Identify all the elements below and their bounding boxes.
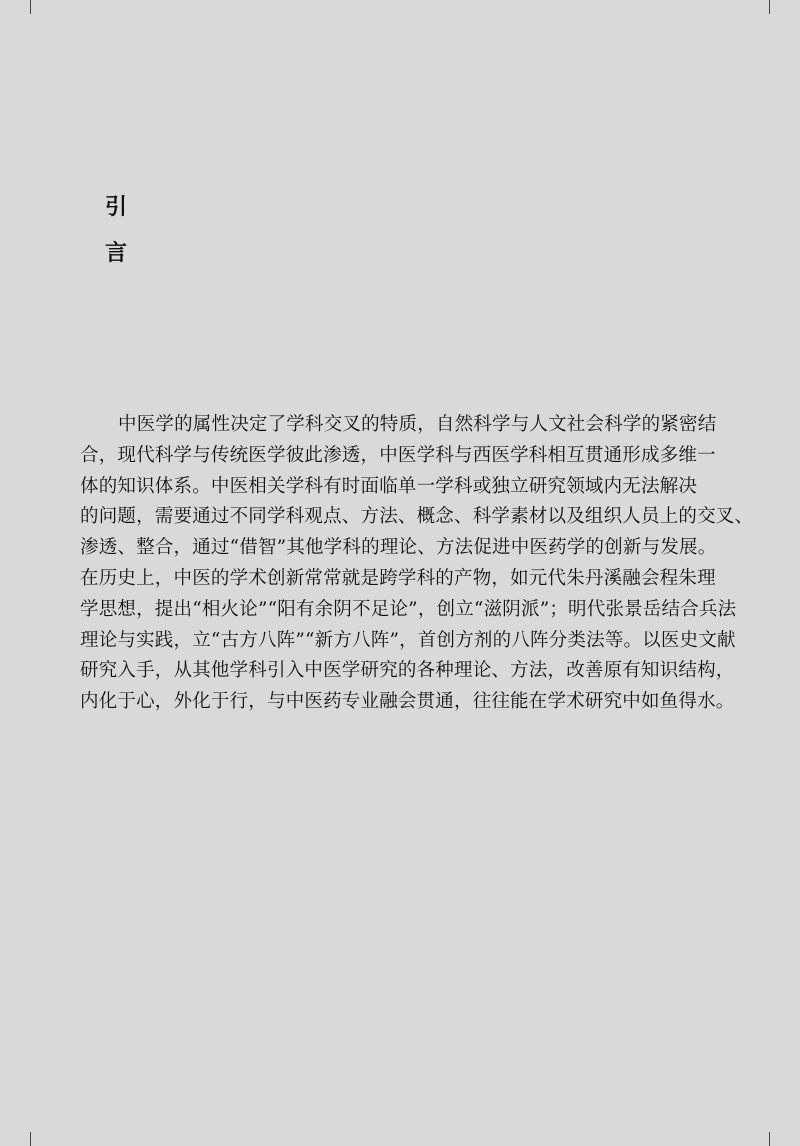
paragraph-line: 渗透、整合，通过“借智”其他学科的理论、方法促进中医药学的创新与发展。 bbox=[80, 537, 717, 559]
section-title-char: 言 bbox=[104, 240, 127, 266]
section-title-char: 引 bbox=[104, 194, 127, 220]
paragraph-line: 研究入手，从其他学科引入中医学研究的各种理论、方法，改善原有知识结构， bbox=[80, 660, 735, 682]
paragraph-line: 合，现代科学与传统医学彼此渗透，中医学科与西医学科相互贯通形成多维一 bbox=[80, 444, 716, 466]
paragraph-line: 理论与实践，立“古方八阵”“新方八阵”，首创方剂的八阵分类法等。以医史文献 bbox=[80, 629, 736, 651]
paragraph-line: 的问题，需要通过不同学科观点、方法、概念、科学素材以及组织人员上的交叉、 bbox=[80, 506, 754, 528]
paragraph-line: 体的知识体系。中医相关学科有时面临单一学科或独立研究领域内无法解决 bbox=[80, 475, 698, 497]
body-paragraph bbox=[80, 410, 754, 718]
section-title bbox=[102, 184, 130, 276]
crop-mark bbox=[30, 1132, 31, 1146]
crop-mark bbox=[769, 1132, 770, 1146]
crop-mark bbox=[30, 0, 31, 14]
crop-mark bbox=[769, 0, 770, 14]
paragraph-line: 学思想，提出“相火论”“阳有余阴不足论”，创立“滋阴派”；明代张景岳结合兵法 bbox=[80, 598, 737, 620]
paragraph-line: 中医学的属性决定了学科交叉的特质，自然科学与人文社会科学的紧密结 bbox=[118, 414, 717, 435]
paragraph-line: 在历史上，中医的学术创新常常就是跨学科的产物，如元代朱丹溪融会程朱理 bbox=[80, 567, 716, 589]
paragraph-line: 内化于心，外化于行，与中医药专业融会贯通，往往能在学术研究中如鱼得水。 bbox=[80, 691, 735, 713]
